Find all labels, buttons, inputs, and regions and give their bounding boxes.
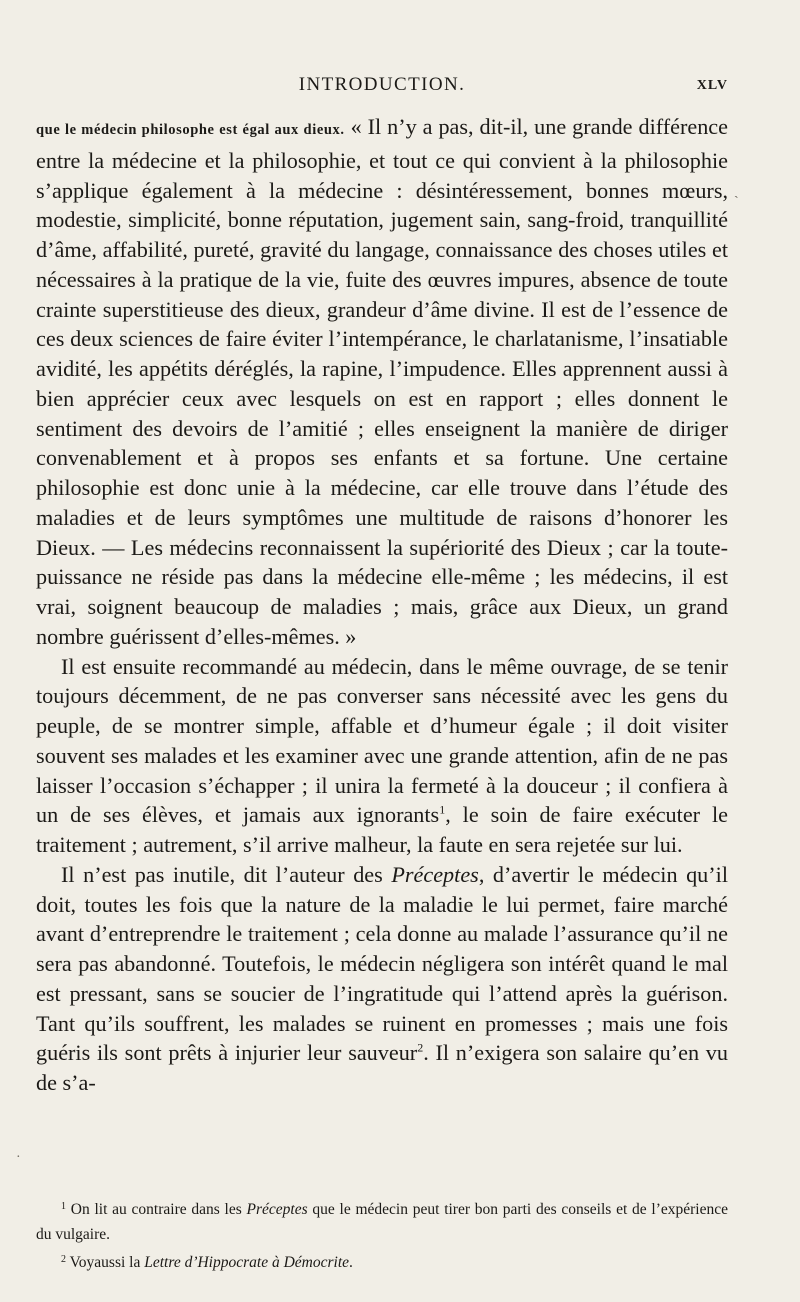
paragraph-3-text-b: , d’avertir le médecin qu’il doit, toutes les fois que la nature de la maladie le lui permet, faire marché avant d’entreprendre le traitement ; cela donne au malade l’assurance qu’il ne sera pas abandonné. Toutefois, le médecin négligera son intérêt quand le mal est pressant, sans se soucier de l’ingratitude qui l’attend après la guérison. Tant qu’ils souffrent, les malades se ruinent en promesses ; mais une fois guéris ils sont prêts à injurier leur sauveur — [36, 861, 728, 1066]
note-ref-1: 1 — [439, 802, 446, 817]
work-title-preceptes: Préceptes — [391, 861, 479, 887]
note-ref-2: 2 — [417, 1040, 424, 1055]
paragraph-1-text: « Il n’y a pas, dit-il, une grande différence entre la médecine et la philosophie, et tout ce qui convient à la philosophie s’applique également à la médecine : désintéressement, bonnes mœurs, modestie, simplicité, bonne réputation, jugement sain, sang-froid, tranquillité d’âme, affabilité, pureté, gravité du langage, connaissance des choses utiles et nécessaires à la pratique de la vie, fuite des œuvres impures, absence de toute crainte superstitieuse des dieux, grandeur d’âme divine. Il est de l’essence de ces deux sciences de faire éviter l’intempérance, le charlatanisme, l’insatiable avidité, les appétits déréglés, la rapine, l’impudence. Elles apprennent aussi à bien apprécier ceux avec lesquels on est en rapport ; elles donnent le sentiment des devoirs de l’amitié ; elles enseignent la manière de diriger convenablement et à propos ses enfants et sa fortune. Une certaine philosophie est donc unie à la médecine, car elle trouve dans l’étude des maladies et de leurs symptômes une multitude de raisons d’honorer les Dieux. — Les médecins reconnaissent la supériorité des Dieux ; car la toute-puissance ne réside pas dans la médecine elle-même ; les médecins, il est vrai, soignent beaucoup de maladies ; mais, grâce aux Dieux, un grand nombre guérissent d’elles-mêmes. » — [36, 114, 728, 649]
margin-speck: ˎ — [734, 184, 739, 199]
paragraph-1 — [36, 112, 728, 652]
footnote-2 — [36, 1247, 728, 1275]
paragraph-2-text-b: , le soin de faire exécuter le traitement ; autrement, s’il arrive malheur, la faute en sera rejetée sur lui. — [36, 802, 728, 857]
footnotes — [36, 1194, 728, 1275]
footnote-1-mark: 1 — [61, 1201, 66, 1212]
footnote-2-text-b: . — [349, 1254, 353, 1271]
page-number: XLV — [696, 78, 728, 93]
paragraph-2 — [36, 652, 728, 860]
footnote-1-text-a: On lit au contraire dans les — [70, 1201, 247, 1218]
paragraph-3-text-a: Il n’est pas inutile, dit l’auteur des — [61, 861, 392, 887]
running-head-title: INTRODUCTION. — [298, 74, 466, 95]
footnote-2-mark: 2 — [61, 1254, 66, 1265]
paragraph-3 — [36, 860, 728, 1098]
footnote-1-italic: Préceptes — [246, 1201, 308, 1218]
paragraph-3-text-c: . Il n’exigera son salaire qu’en vu de s’a- — [36, 1040, 728, 1095]
smallcaps-lead: que le médecin philosophe est égal aux dieux. — [36, 122, 345, 138]
body-text — [36, 112, 728, 1098]
running-head — [36, 74, 728, 102]
footnote-1 — [36, 1194, 728, 1247]
paragraph-2-text-a: Il est ensuite recommandé au médecin, dans le même ouvrage, de se tenir toujours décemment, de ne pas converser sans nécessité avec les gens du peuple, de se montrer simple, affable et d’humeur égale ; il doit visiter souvent ses malades et les examiner avec une grande attention, afin de ne pas laisser l’occasion s’échapper ; il unira la fermeté à la douceur ; il confiera à un de ses élèves, et jamais aux ignorants — [36, 653, 728, 828]
footnote-2-italic: Lettre d’Hippocrate à Démocrite — [144, 1254, 350, 1271]
footnote-1-text-b: que le médecin peut tirer bon parti des conseils et de l’expérience du vulgaire. — [36, 1201, 728, 1243]
footnote-2-text-a: Voyaussi la — [69, 1254, 145, 1271]
margin-dot: · — [16, 1150, 21, 1165]
